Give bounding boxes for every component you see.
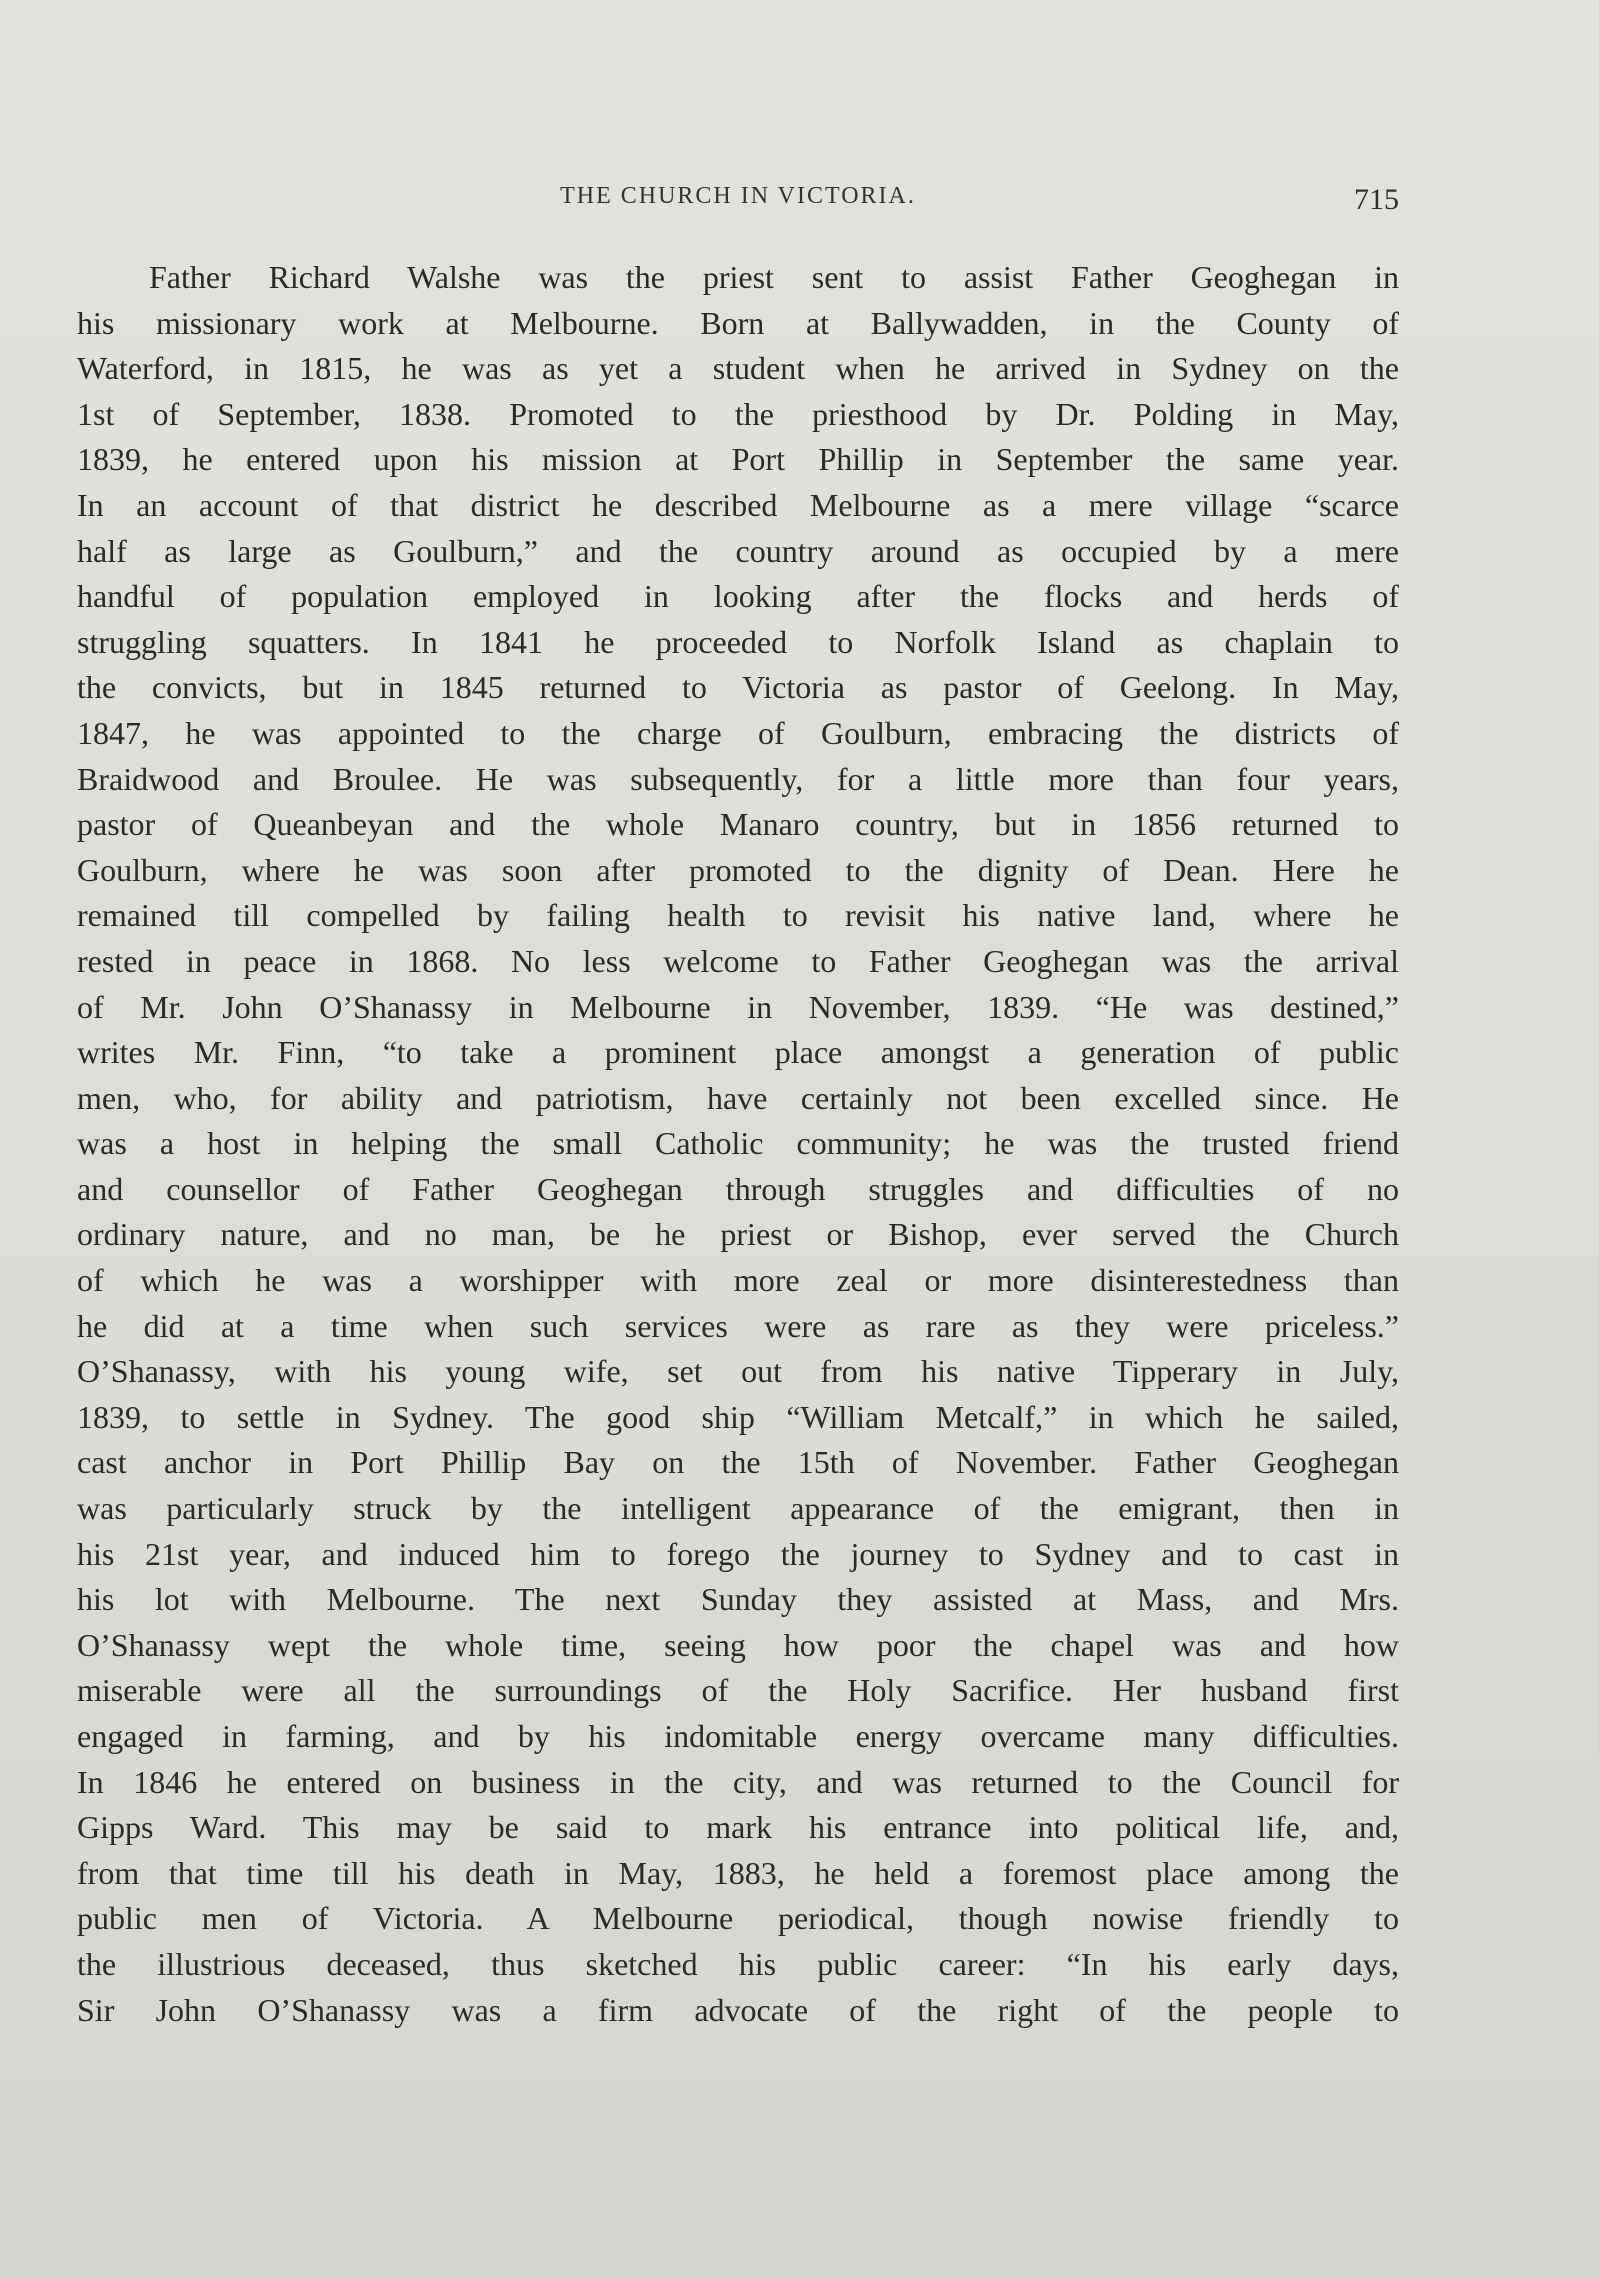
text-line: 1839, he entered upon his mission at Port Phillip in September the same year. (77, 441, 1399, 478)
text-line: the illustrious deceased, thus sketched his public career: “In his early days, (77, 1945, 1399, 1982)
text-line: of Mr. John O’Shanassy in Melbourne in November, 1839. “He was destined,” (77, 988, 1399, 1025)
text-line: 1st of September, 1838. Promoted to the priesthood by Dr. Polding in May, (77, 395, 1399, 432)
text-line: Waterford, in 1815, he was as yet a student when he arrived in Sydney on the (77, 350, 1399, 387)
text-line: ordinary nature, and no man, be he priest or Bishop, ever served the Church (77, 1216, 1399, 1253)
text-line: he did at a time when such services were as rare as they were priceless.” (77, 1307, 1399, 1344)
text-line: public men of Victoria. A Melbourne periodical, though nowise friendly to (77, 1900, 1399, 1937)
page-number: 715 (1354, 183, 1399, 216)
text-line: 1839, to settle in Sydney. The good ship “William Metcalf,” in which he sailed, (77, 1398, 1399, 1435)
text-line: Father Richard Walshe was the priest sent to assist Father Geoghegan in (149, 259, 1399, 295)
text-line: O’Shanassy, with his young wife, set out from his native Tipperary in July, (77, 1353, 1399, 1390)
text-line: miserable were all the surroundings of the Holy Sacrifice. Her husband first (77, 1672, 1399, 1709)
text-line: his 21st year, and induced him to forego the journey to Sydney and to cast in (77, 1535, 1399, 1572)
text-line: the convicts, but in 1845 returned to Victoria as pastor of Geelong. In May, (77, 669, 1399, 706)
text-line: was particularly struck by the intelligent appearance of the emigrant, then in (77, 1490, 1399, 1527)
text-line: In 1846 he entered on business in the city, and was returned to the Council for (77, 1763, 1399, 1800)
text-line: handful of population employed in looking after the flocks and herds of (77, 578, 1399, 615)
text-line: Gipps Ward. This may be said to mark his entrance into political life, and, (77, 1809, 1399, 1846)
text-line: In an account of that district he described Melbourne as a mere village “scarce (77, 486, 1399, 523)
text-line: pastor of Queanbeyan and the whole Manaro country, but in 1856 returned to (77, 806, 1399, 843)
text-line: Goulburn, where he was soon after promoted to the dignity of Dean. Here he (77, 851, 1399, 888)
text-line: Sir John O’Shanassy was a firm advocate of the right of the people to (77, 1991, 1399, 2028)
text-line: O’Shanassy wept the whole time, seeing how poor the chapel was and how (77, 1626, 1399, 1663)
running-head (77, 183, 1399, 223)
body-paragraph (77, 255, 1399, 2033)
text-line: struggling squatters. In 1841 he proceeded to Norfolk Island as chaplain to (77, 623, 1399, 660)
text-line: engaged in farming, and by his indomitable energy overcame many difficulties. (77, 1718, 1399, 1754)
text-line: remained till compelled by failing health to revisit his native land, where he (77, 897, 1399, 934)
text-line: cast anchor in Port Phillip Bay on the 15th of November. Father Geoghegan (77, 1444, 1399, 1481)
text-line: 1847, he was appointed to the charge of Goulburn, embracing the districts of (77, 714, 1399, 751)
text-line: his missionary work at Melbourne. Born at Ballywadden, in the County of (77, 304, 1399, 341)
text-line: Braidwood and Broulee. He was subsequently, for a little more than four years, (77, 760, 1399, 797)
text-line: was a host in helping the small Catholic community; he was the trusted friend (77, 1125, 1399, 1162)
text-line: writes Mr. Finn, “to take a prominent place amongst a generation of public (77, 1034, 1399, 1071)
text-line: of which he was a worshipper with more zeal or more disinterestedness than (77, 1262, 1399, 1299)
text-line: from that time till his death in May, 1883, he held a foremost place among the (77, 1854, 1399, 1891)
text-line: rested in peace in 1868. No less welcome to Father Geoghegan was the arrival (77, 942, 1399, 979)
text-line: and counsellor of Father Geoghegan through struggles and difficulties of no (77, 1170, 1399, 1207)
running-title: THE CHURCH IN VICTORIA. (560, 183, 916, 209)
text-line: men, who, for ability and patriotism, have certainly not been excelled since. He (77, 1079, 1399, 1116)
text-line: half as large as Goulburn,” and the country around as occupied by a mere (77, 532, 1399, 569)
text-line: his lot with Melbourne. The next Sunday they assisted at Mass, and Mrs. (77, 1581, 1399, 1618)
